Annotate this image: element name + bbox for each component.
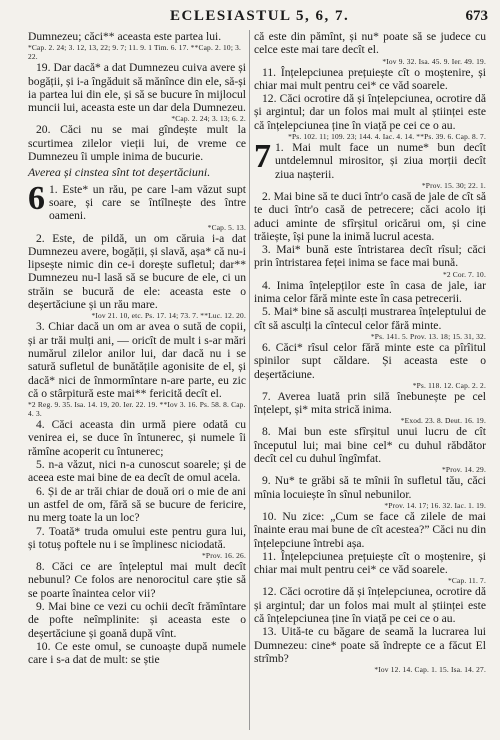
verse-13: 13. Uită-te cu băgare de seamă la lucrarea lui Dumnezeu: cine* poate să îndrepte ce a făcut El strîmb? bbox=[254, 625, 486, 665]
verse-2: 2. Este, de pildă, un om căruia i-a dat Dumnezeu avere, bogății, și slavă, așa* că nu-i lipsește nimic din ce-i dorește sufletul; dar** Dumnezeu nu-l lasă să se bucure de ele, ci un străin se bucură de ele: aceasta este o deșertăciune și un rău mare. bbox=[28, 231, 246, 312]
cross-reference: *Prov. 15. 30; 22. 1. bbox=[421, 180, 486, 190]
verse-9: 9. Mai bine ce vezi cu ochii decît frămîntare de pofte neîmplinite: și aceasta este o deșertăciune și goană după vînt. bbox=[28, 599, 246, 640]
verse-text: Dumnezeu; căci** aceasta este partea lui. bbox=[28, 30, 222, 43]
cross-reference: *Iov 9. 32. Isa. 45. 9. Ier. 49. 19. bbox=[382, 56, 486, 66]
section-heading: Averea și cinstea sînt tot deșertăciuni. bbox=[28, 165, 211, 180]
verse-10: 10. Nu zice: „Cum se face că zilele de mai înainte erau mai bune de cît acestea?” Căci nu din înțelepciune întrebi așa. bbox=[254, 509, 486, 550]
verse-10: 10. Ce este omul, se cunoaște după numele care i s-a dat de mult: se știe bbox=[28, 639, 246, 667]
verse-5: 5. n-a văzut, nici n-a cunoscut soarele; și de aceea este mai bine de ea decît de omul acela. bbox=[28, 458, 246, 485]
verse-6: 6. Căci* rîsul celor fără minte este ca pîrîitul spinilor supt căldare. Și aceasta este o deșertăciune. bbox=[254, 340, 486, 381]
cross-reference: *Cap. 11. 7. bbox=[447, 576, 486, 586]
running-title: ECLESIASTUL 5, 6, 7. bbox=[170, 8, 350, 24]
cross-reference: *Iov 21. 10, etc. Ps. 17. 14; 73. 7. **Luc. 12. 20. bbox=[91, 311, 246, 321]
verse-2: 2. Mai bine să te duci într'o casă de jale de cît să te duci într'o casă de petrecere; căci acolo iți aduci aminte de sfîrșitul oricărui om, și cine trăiește, își pune la inimă lucrul acesta. bbox=[254, 189, 486, 243]
cross-reference: *Cap. 5. 13. bbox=[207, 222, 246, 232]
verse-3: 3. Chiar dacă un om ar avea o sută de copii, și ar trăi mulți ani, — oricît de mult i s-ar mări numărul zilelor anilor lui, dar dacă nu i se satură sufletul de bunătățile agonisite de el, și dacă* nici de înmormîntare n-are parte, eu zic că o stârpitură este mai** fericită decît el. bbox=[28, 320, 246, 400]
cross-reference: *Ps. 141. 5. Prov. 13. 18; 15. 31, 32. bbox=[370, 331, 486, 341]
cross-reference: *Iov 12. 14. Cap. 1. 15. Isa. 14. 27. bbox=[374, 665, 486, 675]
cross-reference: *2 Cor. 7. 10. bbox=[442, 269, 486, 279]
verse-19: 19. Dar dacă* a dat Dumnezeu cuiva avere și bogății, și i-a îngăduit să mănînce din ele, să-și ia partea lui din ele, și să se bucure în mijlocul muncii lui, aceasta este un dar dela Dumnezeu. bbox=[28, 61, 246, 115]
verse-11: 11. Înțelepciunea prețuiește cît o moștenire, și chiar mai mult pentru cei* ce văd soarele. bbox=[254, 65, 486, 92]
verse-12: 12. Căci ocrotire dă și înțelepciunea, ocrotire dă și argintul; dar un folos mai mult al științei este că înțelepciunea ține în viață pe cei ce o au. bbox=[254, 92, 486, 132]
cross-reference: *Exod. 23. 8. Deut. 16. 19. bbox=[400, 416, 486, 426]
right-column bbox=[254, 30, 486, 674]
verse-7: 7. Toată* truda omului este pentru gura lui, și totuș poftele nu i se împlinesc niciodată. bbox=[28, 524, 246, 551]
chapter-number: 6 bbox=[28, 179, 45, 217]
cross-reference: *Prov. 16. 26. bbox=[202, 551, 246, 561]
verse-4: 4. Inima înțelepților este în casa de jale, iar inima celor fără minte este în casa petrecerii. bbox=[254, 278, 486, 306]
cross-reference: *Cap. 2. 24; 3. 12, 13, 22; 9. 7; 11. 9. 1 Tim. 6. 17. **Cap. 2. 10; 3. 22. bbox=[28, 43, 242, 62]
verse-6: 6. Și de ar trăi chiar de două ori o mie de ani un astfel de om, fără să se bucure de fericire, nu merg toate la un loc? bbox=[28, 484, 246, 525]
cross-reference: *Cap. 2. 24; 3. 13; 6. 2. bbox=[171, 114, 246, 124]
verse-11: 11. Înțelepciunea prețuiește cît o moștenire, și chiar mai mult pentru cei* ce văd soarele. bbox=[254, 549, 486, 577]
verse-5: 5. Mai* bine să asculți mustrarea înțeleptului de cît să asculți la cîntecul celor fără minte. bbox=[254, 305, 486, 332]
verse-8: 8. Căci ce are înțeleptul mai mult decît nebunul? Ce folos are nenorocitul care știe să se poarte înaintea celor vii? bbox=[28, 560, 246, 600]
verse-text: că este din pămînt, și nu* poate să se judece cu celce este mai tare decît el. bbox=[254, 30, 486, 57]
verse-3: 3. Mai* bună este întristarea decît rîsul; căci prin întristarea feței inima se face mai bună. bbox=[254, 243, 486, 270]
page-header bbox=[40, 8, 488, 28]
cross-reference: *Prov. 14. 17; 16. 32. Iac. 1. 19. bbox=[384, 500, 486, 510]
verse-4: 4. Căci aceasta din urmă piere odată cu venirea ei, se duce în întunerec, și numele îi rămîne acoperit cu întunerec; bbox=[28, 418, 246, 458]
verse-7: 7. Averea luată prin silă înebunește pe cel înțelept, și* mita strică inima. bbox=[254, 389, 486, 417]
cross-reference: *2 Reg. 9. 35. Isa. 14. 19, 20. Ier. 22. 19. **Iov 3. 16. Ps. 58. 8. Cap. 4. 3. bbox=[28, 400, 246, 419]
cross-reference: *Ps. 102. 11; 109. 23; 144. 4. Iac. 4. 14. **Ps. 39. 6. Cap. 8. 7. bbox=[288, 132, 486, 142]
verse-8: 8. Mai bun este sfîrșitul unui lucru de cît începutul lui; mai bine cel* cu duhul răbdător decît cel cu duhul îngîmfat. bbox=[254, 425, 486, 466]
verse-1: 1. Mai mult face un nume* bun decît untdelemnul mirositor, și ziua morții decît ziua nașterii. bbox=[275, 141, 486, 181]
chapter-number: 7 bbox=[254, 138, 271, 176]
left-column bbox=[28, 30, 246, 666]
cross-reference: *Prov. 14. 29. bbox=[442, 465, 486, 475]
verse-20: 20. Căci nu se mai gîndește mult la scurtimea zilelor vieții lui, de vreme ce Dumnezeu îi umple inima de bucurie. bbox=[28, 123, 246, 164]
page-number: 673 bbox=[465, 8, 488, 24]
column-divider bbox=[249, 30, 250, 730]
verse-9: 9. Nu* te grăbi să te mînii în sufletul tău, căci mînia locuiește în sînul nebunilor. bbox=[254, 474, 486, 501]
verse-12: 12. Căci ocrotire dă și înțelepciunea, ocrotire dă și argintul; dar un folos mai mult al științei este că înțelepciunea ține în viață pe cei ce o au. bbox=[254, 585, 486, 625]
verse-1: 1. Este* un rău, pe care l-am văzut supt soare, și care se întîlnește des între oameni. bbox=[49, 182, 246, 223]
cross-reference: *Ps. 118. 12. Cap. 2. 2. bbox=[412, 380, 486, 390]
